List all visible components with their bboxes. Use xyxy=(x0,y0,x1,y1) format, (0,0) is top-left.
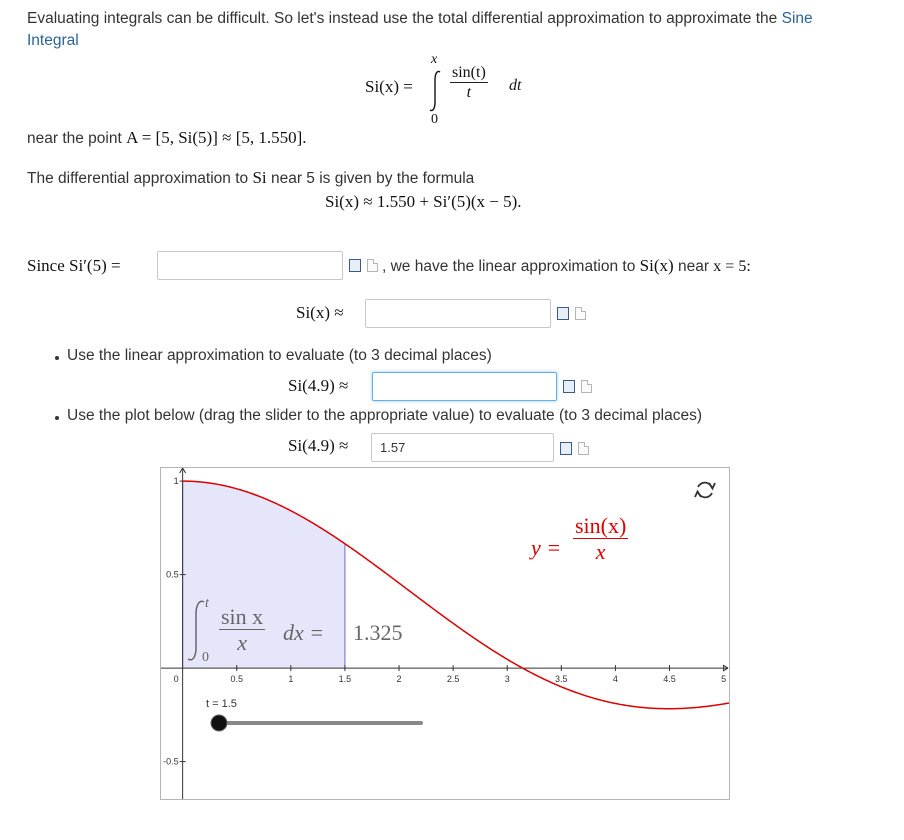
legend-fraction xyxy=(573,513,628,566)
since-label: Since Si′(5) = xyxy=(27,256,121,275)
linear-approx-input[interactable] xyxy=(365,299,551,328)
help-page-icon[interactable] xyxy=(366,259,379,273)
help-page-icon[interactable] xyxy=(580,380,593,394)
since-after-text xyxy=(382,256,751,277)
integral-fraction xyxy=(219,604,265,657)
bullet2-label: Si(4.9) ≈ xyxy=(288,436,349,455)
x-tick-label: 3.5 xyxy=(555,674,568,685)
since-after: , we have the linear approximation to xyxy=(382,258,636,275)
y-tick-label: -0.5 xyxy=(163,756,179,767)
integral-lower: 0 xyxy=(202,650,209,665)
si-x: Si(x) xyxy=(639,256,674,275)
integrand-fraction xyxy=(450,64,488,103)
si-symbol: Si xyxy=(252,168,267,187)
slider-label: t = 1.5 xyxy=(206,698,237,710)
reset-icon[interactable] xyxy=(693,478,717,502)
integral-link[interactable]: Integral xyxy=(27,32,79,49)
integrand-denominator: t xyxy=(466,84,472,102)
legend-numerator: sin(x) xyxy=(575,513,627,538)
x-tick-label: 1.5 xyxy=(338,674,352,685)
y-tick-label: 1 xyxy=(173,476,179,487)
preview-icon[interactable] xyxy=(560,442,573,456)
integral-sign xyxy=(429,70,443,112)
x-tick-label: 4 xyxy=(612,674,618,685)
integral-dx: dx = xyxy=(283,620,325,645)
si-lhs: Si(x) = xyxy=(365,77,413,96)
x-tick-label: 2.5 xyxy=(446,674,460,685)
diff-approx-text: The differential approximation to xyxy=(27,170,249,187)
linear-label: Si(x) ≈ xyxy=(296,303,344,322)
integral-value: 1.325 xyxy=(353,620,403,645)
plot-eval-input[interactable] xyxy=(371,433,554,462)
intro-text xyxy=(27,8,887,52)
diff-approx-line xyxy=(27,168,474,189)
help-page-icon[interactable] xyxy=(577,442,590,456)
preview-icon[interactable] xyxy=(563,380,576,394)
y-tick-label: 0 xyxy=(173,674,179,685)
y-tick-label: 0.5 xyxy=(166,569,179,580)
bullet1-text: Use the linear approximation to evaluate (to 3 decimal places) xyxy=(67,347,492,364)
x-tick-label: 0.5 xyxy=(230,674,243,685)
integrand-numerator: sin(t) xyxy=(450,64,488,83)
lower-limit: 0 xyxy=(431,112,438,127)
integral-denominator: x xyxy=(237,630,247,656)
linear-eval-input[interactable] xyxy=(372,372,557,401)
integral-readout xyxy=(181,596,441,668)
bullet xyxy=(55,416,59,420)
derivative-input[interactable] xyxy=(157,251,343,280)
bullet2-text: Use the plot below (drag the slider to the appropriate value) to evaluate (to 3 decimal places) xyxy=(67,407,702,424)
intro-line: Evaluating integrals can be difficult. So let's instead use the total differential approximation to approximate the xyxy=(27,10,778,27)
sine-integral-link[interactable]: Sine xyxy=(781,10,813,27)
bullet1-label: Si(4.9) ≈ xyxy=(288,376,349,395)
x-tick-label: 4.5 xyxy=(663,674,676,685)
integral-upper: t xyxy=(205,596,209,611)
x-tick-label: 1 xyxy=(288,674,294,685)
bullet xyxy=(55,356,59,360)
integral-numerator: sin x xyxy=(221,604,264,629)
slider-handle[interactable] xyxy=(211,715,227,731)
since-label-row xyxy=(27,256,121,277)
point-a-formula: A = [5, Si(5)] ≈ [5, 1.550]. xyxy=(126,128,307,147)
since-near: near xyxy=(677,258,709,275)
x-equals-five: x = 5: xyxy=(713,258,751,275)
near-point-prefix: near the point xyxy=(27,130,122,147)
x-tick-label: 3 xyxy=(504,674,510,685)
legend-y: y = xyxy=(531,535,562,560)
help-page-icon[interactable] xyxy=(574,307,587,321)
upper-limit: x xyxy=(431,52,438,67)
near-point-line xyxy=(27,128,307,149)
diff-approx-formula: Si(x) ≈ 1.550 + Si′(5)(x − 5). xyxy=(325,192,522,211)
differential-dt: dt xyxy=(509,77,522,94)
si-definition xyxy=(365,52,565,130)
preview-icon[interactable] xyxy=(557,307,570,321)
diff-approx-near: near 5 is given by the formula xyxy=(270,170,475,187)
preview-icon[interactable] xyxy=(349,259,362,273)
x-tick-label: 5 xyxy=(721,674,727,685)
x-tick-label: 2 xyxy=(396,674,402,685)
plot-applet[interactable] xyxy=(160,467,730,800)
plot-legend xyxy=(531,513,671,583)
legend-denominator: x xyxy=(595,539,606,565)
